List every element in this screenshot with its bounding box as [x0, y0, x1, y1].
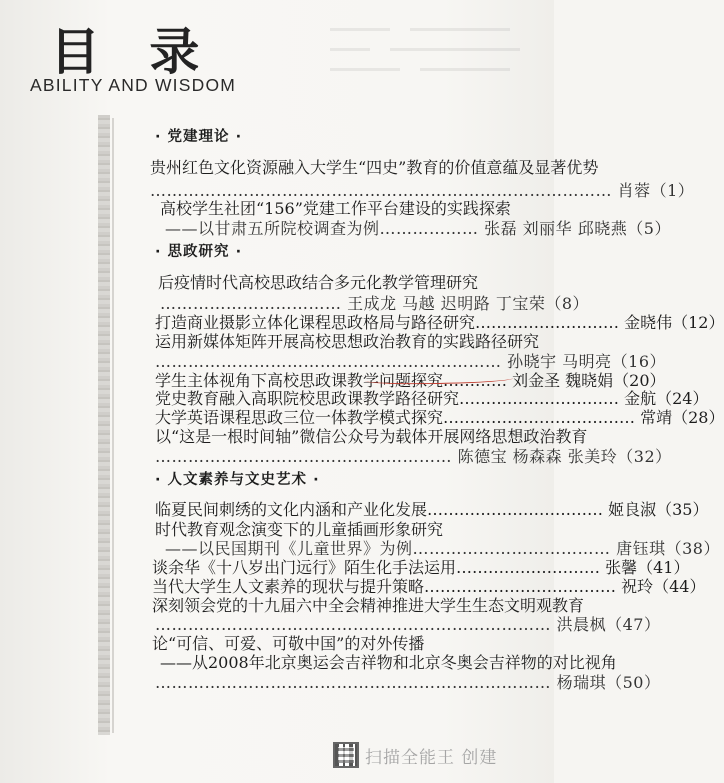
toc-entry-title[interactable]: 高校学生社团“156”党建工作平台建设的实践探索: [160, 199, 511, 218]
toc-entry-author-page: ……………………………………………… 陈德宝 杨森森 张美玲（32）: [155, 447, 672, 466]
section-heading-party-theory: · 党建理论 ·: [155, 129, 243, 145]
binding-spine: [98, 115, 110, 735]
toc-entry-title[interactable]: 时代教育观念演变下的儿童插画形象研究: [155, 520, 444, 539]
scanner-watermark: [333, 740, 497, 770]
toc-entry-title[interactable]: 论“可信、可爱、可敬中国”的对外传播: [152, 634, 425, 653]
toc-entry-title[interactable]: 大学英语课程思政三位一体教学模式探究……………………………… 常靖（28）: [155, 408, 724, 427]
toc-entry-title[interactable]: 深刻领会党的十九届六中全会精神推进大学生生态文明观教育: [152, 596, 585, 615]
toc-entry-author-page: ……………………………………………………… 孙晓宇 马明亮（16）: [155, 352, 667, 371]
page-title: 目 录: [50, 23, 216, 81]
page-subtitle: ABILITY AND WISDOM: [30, 75, 237, 95]
binding-edge: [112, 118, 114, 733]
toc-entry-title[interactable]: 谈余华《十八岁出门远行》陌生化手法运用……………………… 张馨（41）: [152, 558, 690, 577]
section-heading-humanities-arts: · 人文素养与文史艺术 ·: [155, 472, 320, 488]
toc-entry-title[interactable]: 党史教育融入高职院校思政课教学路径研究………………………… 金航（24）: [155, 389, 709, 408]
qr-code-icon: [333, 742, 359, 768]
section-heading-ideological-research: · 思政研究 ·: [155, 244, 243, 260]
bleed-through-text: [300, 8, 550, 118]
toc-entry-author-page: ……………………………………………………………… 洪晨枫（47）: [155, 615, 661, 634]
toc-entry-title[interactable]: 运用新媒体矩阵开展高校思想政治教育的实践路径研究: [155, 332, 540, 351]
toc-entry-subtitle: ——从2008年北京奥运会吉祥物和北京冬奥会吉祥物的对比视角: [160, 653, 617, 672]
toc-entry-title[interactable]: 后疫情时代高校思政结合多元化教学管理研究: [158, 273, 479, 292]
toc-entry-author-page: ——以甘肃五所院校调查为例……………… 张磊 刘丽华 邱晓燕（5）: [165, 219, 671, 238]
toc-entry-title[interactable]: 以“这是一根时间轴”微信公众号为载体开展网络思想政治教育: [155, 427, 588, 446]
toc-entry-author-page: ………………………………………………………………………… 肖蓉（1）: [150, 181, 695, 200]
toc-entry-author-page: …………………………… 王成龙 马越 迟明路 丁宝荣（8）: [160, 294, 590, 313]
toc-entry-title[interactable]: 临夏民间刺绣的文化内涵和产业化发展…………………………… 姬良淑（35）: [155, 500, 709, 519]
toc-entry-title[interactable]: 当代大学生人文素养的现状与提升策略……………………………… 祝玲（44）: [152, 577, 706, 596]
toc-entry-title[interactable]: 打造商业摄影立体化课程思政格局与路径研究……………………… 金晓伟（12）: [155, 313, 724, 332]
toc-entry-author-page: ……………………………………………………………… 杨瑞琪（50）: [155, 673, 661, 692]
toc-entry-title[interactable]: 贵州红色文化资源融入大学生“四史”教育的价值意蕴及显著优势: [150, 158, 599, 177]
watermark-text: 扫描全能王 创建: [365, 747, 498, 768]
toc-entry-author-page: ——以民国期刊《儿童世界》为例……………………………… 唐钰琪（38）: [165, 539, 720, 558]
toc-entry-title[interactable]: 学生主体视角下高校思政课教学问题探究………… 刘金圣 魏晓娟（20）: [155, 371, 666, 390]
